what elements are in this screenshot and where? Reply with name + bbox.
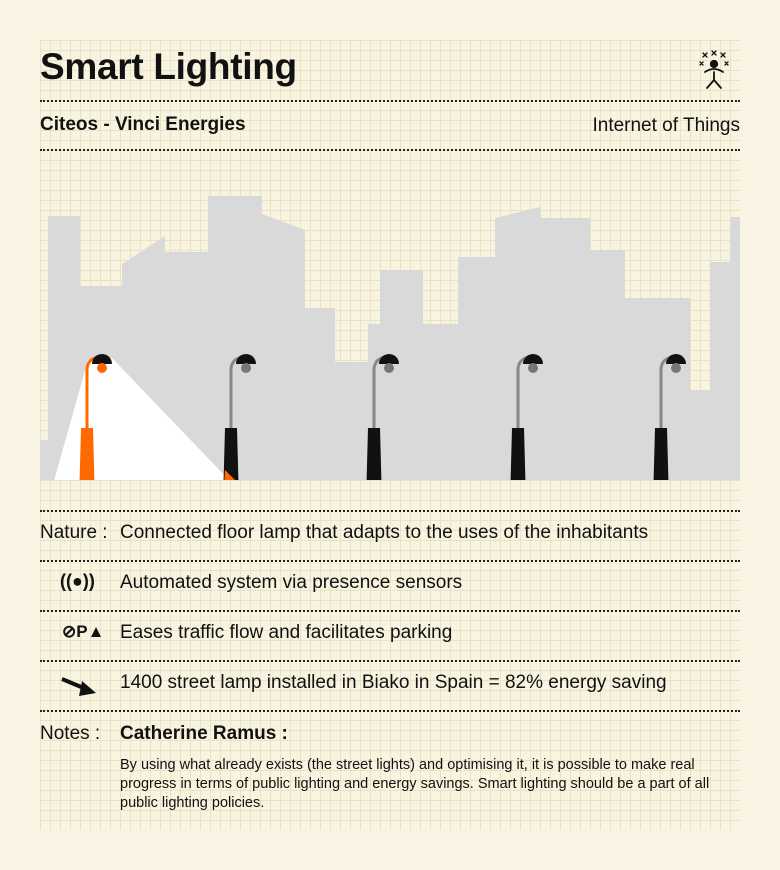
notes-author: Catherine Ramus : xyxy=(120,723,288,744)
divider xyxy=(40,149,740,151)
notes-body: By using what already exists (the street lights) and optimising it, it is possible to make real progress in terms of public lighting and energy savings. Smart lighting should be a part of all public lighting policies. xyxy=(120,757,710,811)
notes-label: Notes : xyxy=(40,723,101,744)
category-label: Internet of Things xyxy=(592,115,740,136)
traffic-parking-icon: ⊘P▲ xyxy=(62,622,105,641)
divider xyxy=(40,510,740,512)
page-title: Smart Lighting xyxy=(40,46,297,87)
divider xyxy=(40,100,740,102)
arrow-down-right-icon xyxy=(60,672,100,698)
company-name: Citeos - Vinci Energies xyxy=(40,114,246,135)
feature-text: Eases traffic flow and facilitates parking xyxy=(120,622,453,643)
feature-text: 1400 street lamp installed in Biako in Spain = 82% energy saving xyxy=(120,672,667,693)
presence-sensor-icon: ((●)) xyxy=(60,571,95,591)
feature-text: Automated system via presence sensors xyxy=(120,572,463,593)
divider xyxy=(40,610,740,612)
divider xyxy=(40,710,740,712)
street-illustration xyxy=(40,190,740,480)
nature-label: Nature : xyxy=(40,522,108,543)
divider xyxy=(40,560,740,562)
info-card xyxy=(40,40,740,830)
nature-text: Connected floor lamp that adapts to the uses of the inhabitants xyxy=(120,522,649,543)
stick-figure-logo-icon xyxy=(694,48,734,92)
divider xyxy=(40,660,740,662)
